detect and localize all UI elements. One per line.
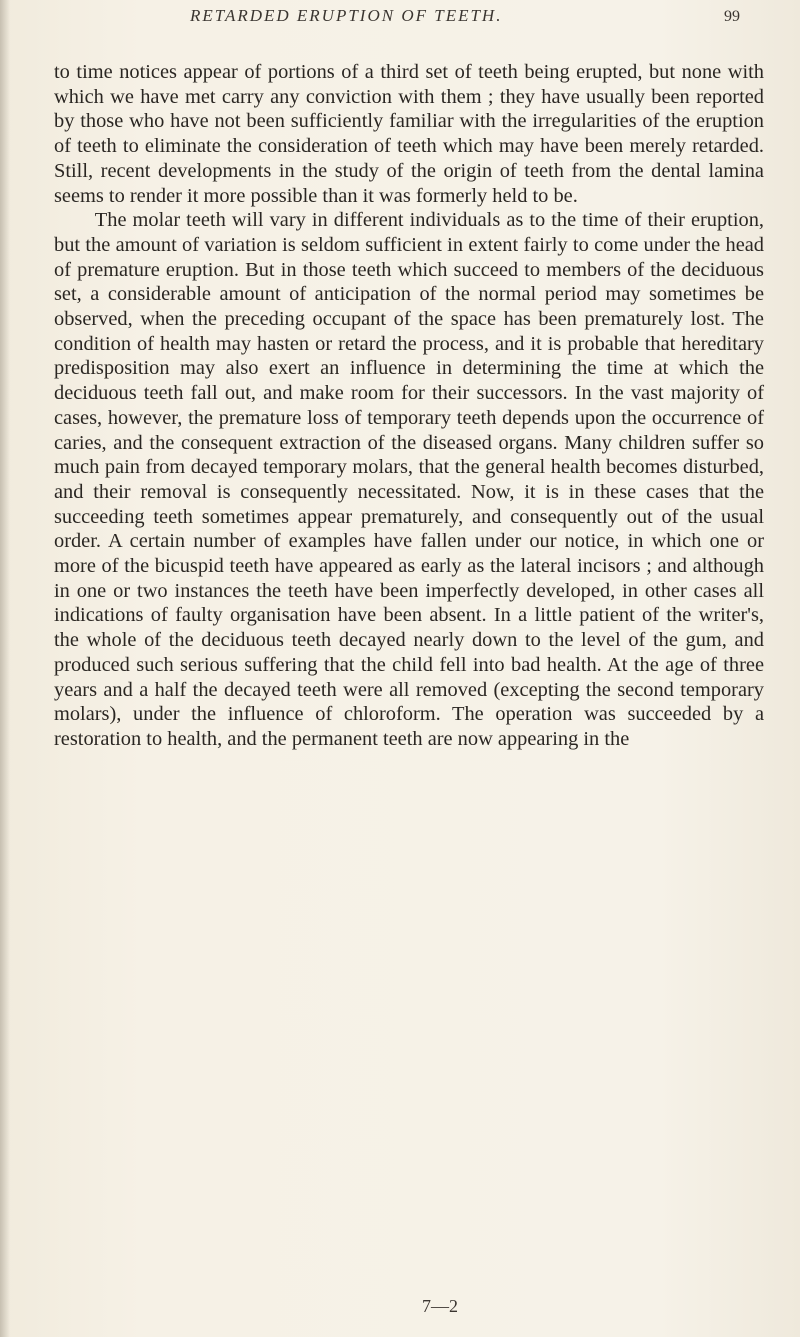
running-head: RETARDED ERUPTION OF TEETH. [190,6,503,25]
paragraph-molar-teeth: The molar teeth will vary in different individuals as to the time of their eruption, but the amount of variation is seldom sufficient in extent fairly to come under the head of premature eruption. But in those teeth which succeed to members of the deciduous set, a considerable amount of anticipation of the normal period may sometimes be observed, when the preceding occupant of the space has been prematurely lost. The condition of health may hasten or retard the process, and it is probable that hereditary predisposition may also exert an influence in determining the time at which the deciduous teeth fall out, and make room for their successors. In the vast majority of cases, however, the premature loss of temporary teeth depends upon the occurrence of caries, and the consequent extraction of the diseased organs. Many children suffer so much pain from decayed temporary molars, that the general health becomes disturbed, and their removal is consequently necessitated. Now, it is in these cases that the succeeding teeth sometimes appear prematurely, and consequently out of the usual order. A certain number of examples have fallen under our notice, in which one or more of the bicuspid teeth have appeared as early as the lateral incisors ; and although in one or two instances the teeth have been imperfectly developed, in other cases all indications of faulty organisation have been absent. In a little patient of the writer's, the whole of the deciduous teeth decayed nearly down to the level of the gum, and produced such serious suffering that the child fell into bad health. At the age of three years and a half the decayed teeth were all removed (excepting the second temporary molars), under the influence of chloroform. The operation was succeeded by a restoration to health, and the permanent teeth are now appearing in the [54,209,764,750]
page-gutter-shadow [0,0,10,1337]
page-number: 99 [724,8,740,25]
body-text [54,60,764,752]
signature-mark: 7—2 [422,1296,458,1316]
paragraph-continuation: to time notices appear of portions of a third set of teeth being erupted, but none with which we have met carry any conviction with them ; they have usually been reported by those who have not been sufficiently familiar with the irregularities of the eruption of teeth to eliminate the consideration of teeth which may have been merely retarded. Still, recent developments in the study of the origin of teeth from the dental lamina seems to render it more possible than it was formerly held to be. [54,61,764,207]
